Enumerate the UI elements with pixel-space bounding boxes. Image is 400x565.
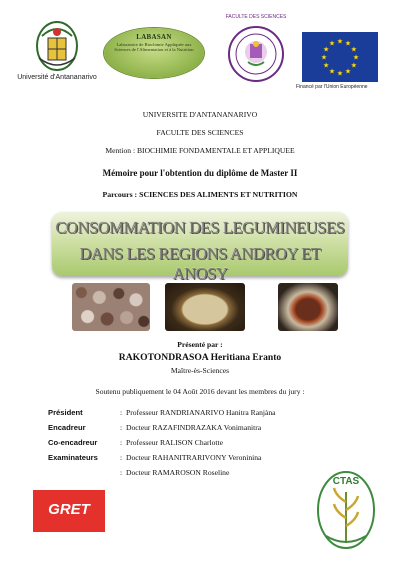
- jury-role-co-encadreur: Co-encadreur: [48, 438, 98, 447]
- jury-role-encadreur: Encadreur: [48, 423, 86, 432]
- title-line-1: CONSOMMATION DES LEGUMINEUSES: [55, 218, 345, 237]
- jury-colon: :: [120, 408, 123, 417]
- beans-photo: [72, 283, 150, 331]
- eu-caption: Financé par l'Union Européenne: [296, 84, 368, 90]
- faculty-arc-text: FACULTE DES SCIENCES: [225, 14, 287, 20]
- university-name: UNIVERSITE D'ANTANANARIVO: [142, 110, 258, 119]
- jury-colon: :: [120, 438, 123, 447]
- jury-colon: :: [120, 453, 123, 462]
- university-logo: [12, 18, 102, 88]
- eu-star-icon: ★: [352, 53, 360, 62]
- eu-star-icon: ★: [344, 67, 352, 76]
- faculty-logo: [222, 14, 290, 86]
- title-banner: [52, 212, 348, 283]
- eu-star-icon: ★: [320, 53, 328, 62]
- presented-by: Présenté par :: [177, 340, 223, 349]
- jury-role-examinateurs: Examinateurs: [48, 453, 98, 462]
- eu-star-icon: ★: [350, 45, 358, 54]
- jury-role-president: Président: [48, 408, 83, 417]
- title-line-2: DANS LES REGIONS ANDROY ET ANOSY: [79, 244, 321, 283]
- labasan-title: LABASAN: [136, 33, 172, 41]
- eu-logo: [296, 26, 384, 92]
- eu-star-icon: ★: [336, 69, 344, 78]
- degree: Maître-ès-Sciences: [170, 366, 230, 375]
- eu-star-icon: ★: [328, 39, 336, 48]
- labasan-logo: [104, 28, 204, 78]
- eu-stars-icon: [302, 32, 378, 82]
- ctas-logo: [314, 462, 378, 552]
- jury-name-examinateur-2: Docteur RAMAROSON Roseline: [126, 468, 230, 477]
- jury-name-examinateur-1: Docteur RAHANITRARIVONY Veroninina: [126, 453, 262, 462]
- jury-name-encadreur: Docteur RAZAFINDRAZAKA Vonimanitra: [126, 423, 262, 432]
- eu-star-icon: ★: [328, 67, 336, 76]
- jury-colon: :: [120, 423, 123, 432]
- author-name: RAKOTONDRASOA Heritiana Eranto: [118, 352, 282, 363]
- jury-name-co-encadreur: Professeur RALISON Charlotte: [126, 438, 224, 447]
- ctas-text: CTAS: [332, 476, 360, 487]
- gret-text: GRET: [48, 501, 90, 518]
- jury-name-president: Professeur RANDRIANARIVO Hanitra Ranjàna: [126, 408, 276, 417]
- eu-star-icon: ★: [344, 39, 352, 48]
- mention-line: Mention : BIOCHIMIE FONDAMENTALE ET APPLIQUEE: [105, 146, 295, 155]
- parcours-line: Parcours : SCIENCES DES ALIMENTS ET NUTRITION: [102, 190, 298, 199]
- cooking-pot-photo: [165, 283, 245, 331]
- dish-photo: [278, 283, 338, 331]
- eu-star-icon: ★: [322, 45, 330, 54]
- university-caption: Université d'Antananarivo: [17, 74, 97, 81]
- eu-star-icon: ★: [350, 61, 358, 70]
- jury-colon: :: [120, 468, 123, 477]
- eu-star-icon: ★: [322, 61, 330, 70]
- gret-logo: [33, 490, 105, 532]
- labasan-subtitle: Laboratoire de Biochimie Appliquée aux Sciences de l'Alimentation et à la Nutrition: [114, 42, 194, 53]
- defense-line: Soutenu publiquement le 04 Août 2016 devant les membres du jury :: [95, 387, 305, 396]
- eu-star-icon: ★: [336, 37, 344, 46]
- thesis-line: Mémoire pour l'obtention du diplôme de Master II: [102, 168, 298, 178]
- faculty-name: FACULTE DES SCIENCES: [156, 128, 244, 137]
